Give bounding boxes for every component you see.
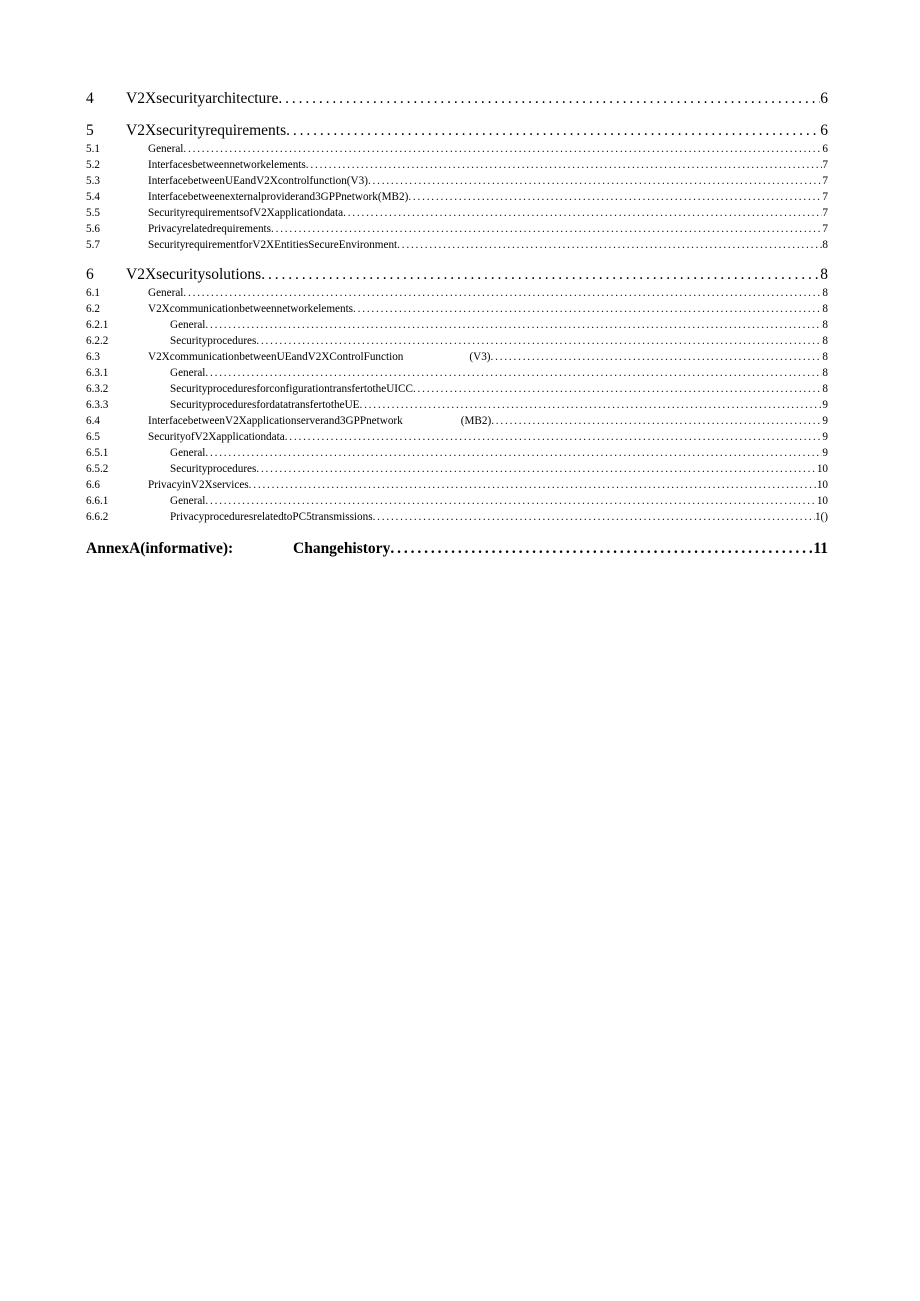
dot-leader <box>183 285 822 301</box>
dot-leader <box>343 205 822 221</box>
toc-number: 5.6 <box>86 223 100 235</box>
toc-title: PrivacyinV2Xservices <box>148 479 249 491</box>
toc-title: Changehistory <box>293 540 391 557</box>
table-of-contents <box>86 89 828 559</box>
toc-title: InterfacebetweenV2Xapplicationserverand3GPPnetwork <box>148 415 403 427</box>
toc-page: 6 <box>820 90 828 107</box>
toc-title: V2XcommunicationbetweenUEandV2XControlFunction <box>148 351 404 363</box>
toc-number: 6.3.3 <box>86 399 109 411</box>
toc-page: 8 <box>822 287 828 299</box>
toc-title: SecurityproceduresforconfigurationtransfertotheUICC <box>170 383 413 395</box>
toc-entry-5-1[interactable] <box>86 141 828 157</box>
toc-title: V2Xsecurityarchitecture <box>126 90 279 107</box>
dot-leader <box>278 89 820 109</box>
toc-number: 6.1 <box>86 287 100 299</box>
toc-page: 1() <box>814 511 828 523</box>
dot-leader <box>491 413 822 429</box>
toc-page: 8 <box>822 239 828 251</box>
toc-number: 5.7 <box>86 239 100 251</box>
toc-page: 6 <box>822 143 828 155</box>
dot-leader <box>286 121 820 141</box>
toc-page: 7 <box>822 223 828 235</box>
toc-entry-6-2-1[interactable] <box>86 317 828 333</box>
toc-number: 5.2 <box>86 159 100 171</box>
toc-entry-6-2-2[interactable] <box>86 333 828 349</box>
toc-entry-5-4[interactable] <box>86 189 828 205</box>
toc-title: V2Xsecuritysolutions <box>126 266 262 283</box>
dot-leader <box>413 381 822 397</box>
dot-leader <box>205 365 822 381</box>
toc-entry-5-5[interactable] <box>86 205 828 221</box>
toc-number: 6.2.2 <box>86 335 109 347</box>
toc-title: Interfacebetweenexternalproviderand3GPPnetwork(MB2) <box>148 191 409 203</box>
toc-entry-6-5-2[interactable] <box>86 461 828 477</box>
toc-entry-5[interactable] <box>86 121 828 141</box>
toc-page: 9 <box>822 447 828 459</box>
toc-number: 5.3 <box>86 175 100 187</box>
toc-entry-4[interactable] <box>86 89 828 109</box>
dot-leader <box>368 173 822 189</box>
toc-entry-6-3-1[interactable] <box>86 365 828 381</box>
toc-title: SecurityrequirementsofV2Xapplicationdata <box>148 207 344 219</box>
toc-title: SecurityproceduresfordatatransfertotheUE <box>170 399 360 411</box>
toc-page: 8 <box>822 383 828 395</box>
toc-title: Privacyrelatedrequirements <box>148 223 272 235</box>
dot-leader <box>373 509 815 525</box>
toc-page: 7 <box>822 207 828 219</box>
toc-number: 6 <box>86 266 94 283</box>
toc-title: V2Xcommunicationbetweennetworkelements <box>148 303 354 315</box>
toc-page: 7 <box>822 175 828 187</box>
toc-number: 6.5.2 <box>86 463 109 475</box>
dot-leader <box>271 221 822 237</box>
toc-number: 6.6 <box>86 479 100 491</box>
toc-page: 11 <box>813 540 828 557</box>
toc-title: General <box>170 495 206 507</box>
dot-leader <box>353 301 822 317</box>
toc-number: 6.2 <box>86 303 100 315</box>
dot-leader <box>390 539 813 559</box>
toc-entry-6[interactable] <box>86 265 828 285</box>
dot-leader <box>359 397 822 413</box>
toc-page: 8 <box>822 367 828 379</box>
toc-page: 6 <box>820 122 828 139</box>
toc-number: 5.1 <box>86 143 100 155</box>
toc-title: General <box>170 447 206 459</box>
toc-page: 9 <box>822 399 828 411</box>
toc-title: General <box>148 287 184 299</box>
toc-title: Securityprocedures <box>170 463 257 475</box>
toc-title: General <box>170 319 206 331</box>
toc-entry-6-3-2[interactable] <box>86 381 828 397</box>
toc-title: SecurityrequirementforV2XEntitiesSecureEnvironment <box>148 239 398 251</box>
toc-number: 5.4 <box>86 191 100 203</box>
toc-entry-6-5[interactable] <box>86 429 828 445</box>
toc-number: 6.2.1 <box>86 319 109 331</box>
toc-entry-6-3-3[interactable] <box>86 397 828 413</box>
toc-page: 10 <box>816 479 828 491</box>
toc-page: 7 <box>822 159 828 171</box>
toc-entry-6-2[interactable] <box>86 301 828 317</box>
toc-number: 6.5 <box>86 431 100 443</box>
toc-page: 8 <box>822 351 828 363</box>
toc-title: PrivacyproceduresrelatedtoPC5transmissions <box>170 511 373 523</box>
toc-title: InterfacebetweenUEandV2Xcontrolfunction(V3) <box>148 175 368 187</box>
toc-title-suffix: (V3) <box>469 351 491 363</box>
toc-entry-annex-a[interactable] <box>86 539 828 559</box>
toc-entry-6-6[interactable] <box>86 477 828 493</box>
dot-leader <box>205 445 822 461</box>
dot-leader <box>306 157 823 173</box>
dot-leader <box>491 349 823 365</box>
toc-page: 7 <box>822 191 828 203</box>
toc-entry-5-3[interactable] <box>86 173 828 189</box>
toc-number: 6.6.2 <box>86 511 109 523</box>
toc-number: 6.6.1 <box>86 495 109 507</box>
toc-title-suffix: (MB2) <box>460 415 492 427</box>
dot-leader <box>397 237 822 253</box>
toc-page: 10 <box>816 463 828 475</box>
dot-leader <box>249 477 817 493</box>
toc-number: 6.5.1 <box>86 447 109 459</box>
dot-leader <box>183 141 822 157</box>
toc-title: V2Xsecurityrequirements <box>126 122 287 139</box>
toc-page: 8 <box>820 266 828 283</box>
toc-number: 6.3 <box>86 351 100 363</box>
toc-number: 5 <box>86 122 94 139</box>
dot-leader <box>285 429 823 445</box>
toc-page: 8 <box>822 303 828 315</box>
toc-entry-6-4[interactable] <box>86 413 828 429</box>
toc-title: Interfacesbetweennetworkelements <box>148 159 306 171</box>
toc-page: 9 <box>822 415 828 427</box>
dot-leader <box>256 461 816 477</box>
toc-page: 10 <box>816 495 828 507</box>
toc-entry-6-6-1[interactable] <box>86 493 828 509</box>
toc-entry-6-1[interactable] <box>86 285 828 301</box>
toc-number: 5.5 <box>86 207 100 219</box>
toc-title: General <box>148 143 184 155</box>
dot-leader <box>408 189 822 205</box>
toc-title: SecurityofV2Xapplicationdata <box>148 431 285 443</box>
toc-entry-5-6[interactable] <box>86 221 828 237</box>
toc-entry-6-3[interactable] <box>86 349 828 365</box>
dot-leader <box>261 265 820 285</box>
toc-number: 6.3.1 <box>86 367 109 379</box>
toc-number: 6.3.2 <box>86 383 109 395</box>
toc-title: General <box>170 367 206 379</box>
dot-leader <box>256 333 822 349</box>
toc-number: 4 <box>86 90 94 107</box>
toc-entry-6-6-2[interactable] <box>86 509 828 525</box>
toc-entry-5-7[interactable] <box>86 237 828 253</box>
toc-page: 9 <box>822 431 828 443</box>
toc-number: AnnexA(informative): <box>86 540 234 557</box>
toc-number: 6.4 <box>86 415 100 427</box>
dot-leader <box>205 493 816 509</box>
toc-entry-6-5-1[interactable] <box>86 445 828 461</box>
toc-page: 8 <box>822 319 828 331</box>
toc-page: 8 <box>822 335 828 347</box>
toc-title: Securityprocedures <box>170 335 257 347</box>
toc-entry-5-2[interactable] <box>86 157 828 173</box>
dot-leader <box>205 317 822 333</box>
